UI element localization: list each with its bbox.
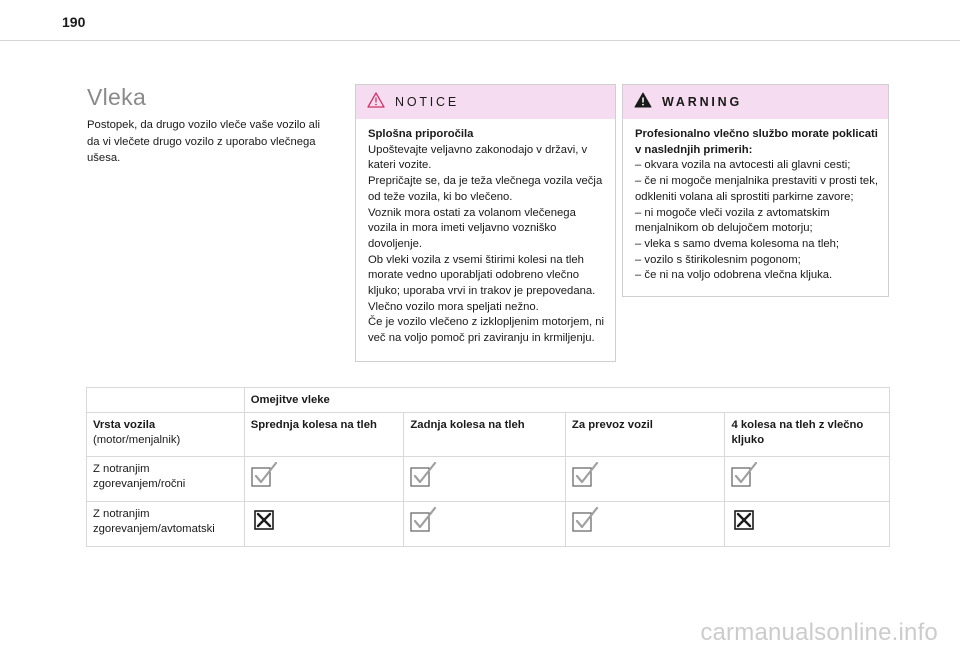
allowed-check-icon: [731, 462, 759, 493]
notice-title: NOTICE: [395, 95, 460, 109]
forbidden-x-icon: [251, 507, 279, 538]
header-divider: [0, 40, 960, 41]
column-header: Sprednja kolesa na tleh: [244, 413, 404, 457]
notice-line: Prepričajte se, da je teža vlečnega vozila večja od teže vozila, ki bo vlečeno.: [368, 175, 603, 203]
table-cell: [404, 457, 566, 502]
notice-header: [356, 85, 615, 119]
table-row: [87, 457, 890, 502]
column-header: 4 kolesa na tleh z vlečno kljuko: [725, 413, 890, 457]
watermark: carmanualsonline.info: [700, 619, 938, 646]
notice-line: Ob vleki vozila z vsemi štirimi kolesi na tleh morate vedno uporabljati odobreno vlečno kljuko; uporaba vrvi in trakov je prepovedana.: [368, 253, 596, 298]
table-cell: [565, 457, 725, 502]
warning-item: – vleka s samo dvema kolesoma na tleh;: [635, 237, 840, 250]
table-cell: [725, 502, 890, 547]
warning-item: – vozilo s štirikolesnim pogonom;: [635, 253, 801, 266]
column-header: Za prevoz vozil: [565, 413, 725, 457]
allowed-check-icon: [410, 462, 438, 493]
notice-box: [355, 84, 616, 362]
table-row: [87, 502, 890, 547]
table-corner-cell: [87, 388, 245, 413]
notice-line: Če je vozilo vlečeno z izklopljenim motorjem, ni več na voljo pomoč pri zaviranju in krmiljenju.: [368, 316, 605, 345]
table-cell: [244, 457, 404, 502]
allowed-check-icon: [572, 507, 600, 538]
allowed-check-icon: [572, 462, 600, 493]
section-title: Vleka: [87, 84, 147, 110]
allowed-check-icon: [251, 462, 279, 493]
warning-box: [622, 84, 889, 297]
column-header: Zadnja kolesa na tleh: [404, 413, 566, 457]
warning-item: – okvara vozila na avtocesti ali glavni cesti;: [635, 159, 851, 172]
warning-item: – ni mogoče vleči vozila z avtomatskim menjalnikom ob delujočem motorju;: [635, 206, 830, 235]
row-header-label: Vrsta vozila: [93, 419, 156, 431]
row-label: Z notranjim zgorevanjem/avtomatski: [87, 502, 245, 547]
section-intro: Postopek, da drugo vozilo vleče vaše vozilo ali da vi vlečete drugo vozilo z uporabo vlečnega ušesa.: [87, 119, 320, 164]
warning-header: [623, 85, 888, 119]
notice-line: Vlečno vozilo mora speljati nežno.: [368, 300, 539, 313]
notice-line: Upoštevajte veljavno zakonodajo v državi, v kateri vozite.: [368, 143, 588, 172]
forbidden-x-icon: [731, 507, 759, 538]
warning-triangle-filled-icon: [634, 92, 652, 113]
notice-body: [356, 119, 615, 347]
warning-heading: Profesionalno vlečno službo morate poklicati v naslednjih primerih:: [635, 128, 878, 156]
towing-restrictions-table: [86, 387, 890, 547]
notice-line: Voznik mora ostati za volanom vlečenega vozila in mora imeti veljavno vozniško dovoljenje.: [368, 206, 576, 250]
notice-heading: Splošna priporočila: [368, 128, 474, 140]
row-header-sub: (motor/menjalnik): [93, 434, 181, 446]
page-number: 190: [62, 14, 86, 30]
table-cell: [244, 502, 404, 547]
table-cell: [565, 502, 725, 547]
table-cell: [404, 502, 566, 547]
warning-title: WARNING: [662, 95, 743, 109]
warning-triangle-outline-icon: [367, 92, 385, 113]
table-header-row: [87, 413, 890, 457]
row-header-label-cell: [87, 413, 245, 457]
table-cell: [725, 457, 890, 502]
table-group-header: Omejitve vleke: [244, 388, 889, 413]
table-group-header-row: [87, 388, 890, 413]
allowed-check-icon: [410, 507, 438, 538]
warning-item: – če ni na voljo odobrena vlečna kljuka.: [635, 269, 833, 282]
warning-body: [623, 119, 888, 284]
row-label: Z notranjim zgorevanjem/ročni: [87, 457, 245, 502]
warning-item: – če ni mogoče menjalnika prestaviti v prosti tek, odkleniti volana ali sprostiti parkirne zavore;: [635, 175, 878, 203]
